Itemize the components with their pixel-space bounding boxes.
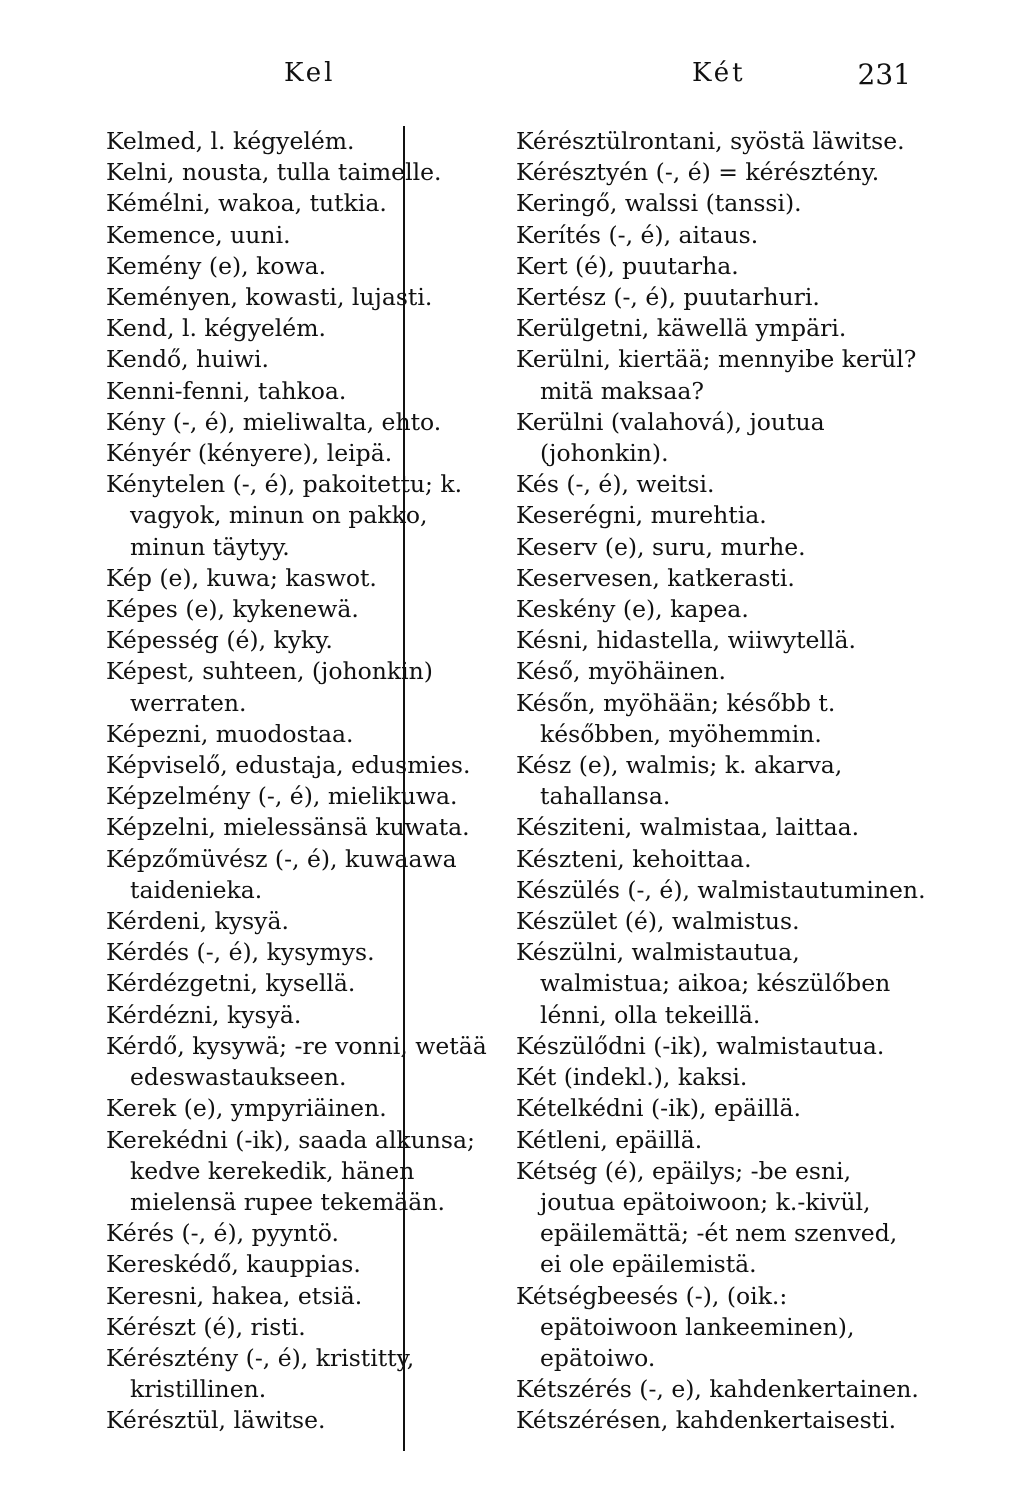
dictionary-entry: Képest, suhteen, (johonkin) werraten. bbox=[106, 657, 433, 717]
dictionary-entry: Kendő, huiwi. bbox=[106, 345, 269, 374]
dictionary-entry: Kérésztül, läwitse. bbox=[106, 1406, 326, 1435]
dictionary-entry: Kerítés (-, é), aitaus. bbox=[516, 220, 759, 249]
dictionary-entry: Két (indekl.), kaksi. bbox=[516, 1063, 748, 1092]
dictionary-entry: Kérdő, kysywä; -re vonni, wetää edeswastaukseen. bbox=[106, 1031, 487, 1092]
dictionary-entry: Késő, myöhäinen. bbox=[516, 657, 726, 686]
dictionary-entry: Kétszérés (-, e), kahdenkertainen. bbox=[516, 1375, 919, 1404]
dictionary-entry: Kétleni, epäillä. bbox=[516, 1125, 703, 1154]
dictionary-entry: Kényér (kényere), leipä. bbox=[106, 439, 393, 468]
dictionary-entry: Keresni, hakea, etsiä. bbox=[106, 1281, 363, 1310]
dictionary-entry: Kerek (e), ympyriäinen. bbox=[106, 1094, 387, 1123]
dictionary-entry: Keserv (e), suru, murhe. bbox=[516, 532, 806, 561]
left-column bbox=[106, 126, 506, 1437]
header-right-guide-word: Két bbox=[692, 58, 746, 88]
dictionary-entry: Készteni, kehoittaa. bbox=[516, 844, 752, 873]
dictionary-entry: Készülés (-, é), walmistautuminen. bbox=[516, 875, 926, 904]
dictionary-entry: Kérésztülrontani, syöstä läwitse. bbox=[516, 127, 905, 155]
dictionary-entry: Készülődni (-ik), walmistautua. bbox=[516, 1031, 885, 1060]
dictionary-entry: Kert (é), puutarha. bbox=[516, 251, 739, 280]
dictionary-entry: Keskény (e), kapea. bbox=[516, 595, 749, 624]
dictionary-entry: Kend, l. kégyelém. bbox=[106, 314, 326, 343]
dictionary-entry: Kereskédő, kauppias. bbox=[106, 1250, 361, 1279]
dictionary-entry: Képzőmüvész (-, é), kuwaawa taidenieka. bbox=[106, 844, 457, 904]
dictionary-entry: Kés (-, é), weitsi. bbox=[516, 470, 715, 499]
dictionary-entry: Keserégni, murehtia. bbox=[516, 501, 767, 530]
page-number: 231 bbox=[857, 58, 911, 91]
dictionary-entry: Kény (-, é), mieliwalta, ehto. bbox=[106, 407, 442, 436]
dictionary-entry: Kép (e), kuwa; kaswot. bbox=[106, 563, 377, 592]
dictionary-entry: Képes (e), kykenewä. bbox=[106, 595, 359, 624]
dictionary-entry: Kérdézni, kysyä. bbox=[106, 1000, 302, 1029]
dictionary-entry: Kérdézgetni, kysellä. bbox=[106, 969, 356, 998]
dictionary-entry: Kelmed, l. kégyelém. bbox=[106, 127, 355, 155]
dictionary-entry: Keményen, kowasti, lujasti. bbox=[106, 283, 433, 312]
dictionary-entry: Képesség (é), kyky. bbox=[106, 626, 333, 655]
dictionary-entry: Késni, hidastella, wiiwytellä. bbox=[516, 626, 856, 655]
dictionary-entry: Kertész (-, é), puutarhuri. bbox=[516, 283, 820, 312]
dictionary-entry: Kerülgetni, käwellä ympäri. bbox=[516, 314, 847, 343]
dictionary-entry: Kérdés (-, é), kysymys. bbox=[106, 938, 375, 967]
dictionary-entry: Keringő, walssi (tanssi). bbox=[516, 189, 802, 218]
dictionary-entry: Kerülni, kiertää; mennyibe kerül? mitä maksaa? bbox=[516, 345, 917, 405]
dictionary-entry: Készület (é), walmistus. bbox=[516, 907, 800, 936]
header-left-guide-word: Kel bbox=[284, 58, 336, 88]
dictionary-entry: Képviselő, edustaja, edusmies. bbox=[106, 751, 471, 780]
dictionary-entry: Kénytelen (-, é), pakoitettu; k. vagyok, minun on pakko, minun täytyy. bbox=[106, 470, 463, 561]
dictionary-entry: Kétségbeesés (-), (oik.: epätoiwoon lankeeminen), epätoiwo. bbox=[516, 1281, 855, 1372]
page-header bbox=[0, 58, 1024, 94]
dictionary-entry: Kemence, uuni. bbox=[106, 220, 291, 249]
dictionary-entry: Kelni, nousta, tulla taimelle. bbox=[106, 158, 442, 187]
dictionary-entry: Kemény (e), kowa. bbox=[106, 251, 327, 280]
dictionary-entry: Kétség (é), epäilys; -be esni, joutua epätoiwoon; k.-kivül, epäilemättä; -ét nem szenved, ei ole epäilemistä. bbox=[516, 1156, 898, 1279]
dictionary-entry: Kenni-fenni, tahkoa. bbox=[106, 376, 347, 405]
dictionary-entry: Képzelni, mielessänsä kuwata. bbox=[106, 813, 470, 842]
dictionary-entry: Kérésztyén (-, é) = kérésztény. bbox=[516, 158, 880, 187]
dictionary-entry: Kérdeni, kysyä. bbox=[106, 907, 289, 936]
dictionary-entry: Kerülni (valahová), joutua (johonkin). bbox=[516, 407, 825, 468]
dictionary-entry: Készülni, walmistautua, walmistua; aikoa; készülőben lénni, olla tekeillä. bbox=[516, 938, 891, 1029]
dictionary-entry: Kérés (-, é), pyyntö. bbox=[106, 1219, 339, 1248]
dictionary-entry: Képezni, muodostaa. bbox=[106, 719, 354, 748]
dictionary-entry: Kétszérésen, kahdenkertaisesti. bbox=[516, 1406, 897, 1435]
dictionary-entry: Késziteni, walmistaa, laittaa. bbox=[516, 813, 860, 842]
dictionary-entry: Keservesen, katkerasti. bbox=[516, 563, 795, 592]
dictionary-entry: Kész (e), walmis; k. akarva, tahallansa. bbox=[516, 751, 843, 811]
dictionary-entry: Kerekédni (-ik), saada alkunsa; kedve kerekedik, hänen mielensä rupee tekemään. bbox=[106, 1125, 475, 1216]
right-column bbox=[516, 126, 926, 1437]
dictionary-entry: Későn, myöhään; később t. későbben, myöhemmin. bbox=[516, 688, 836, 748]
dictionary-entry: Képzelmény (-, é), mielikuwa. bbox=[106, 782, 458, 811]
dictionary-entry: Kérészt (é), risti. bbox=[106, 1312, 306, 1341]
dictionary-entry: Kérésztény (-, é), kristitty, kristillinen. bbox=[106, 1343, 415, 1404]
dictionary-entry: Kételkédni (-ik), epäillä. bbox=[516, 1094, 801, 1123]
dictionary-entry: Kémélni, wakoa, tutkia. bbox=[106, 189, 387, 218]
